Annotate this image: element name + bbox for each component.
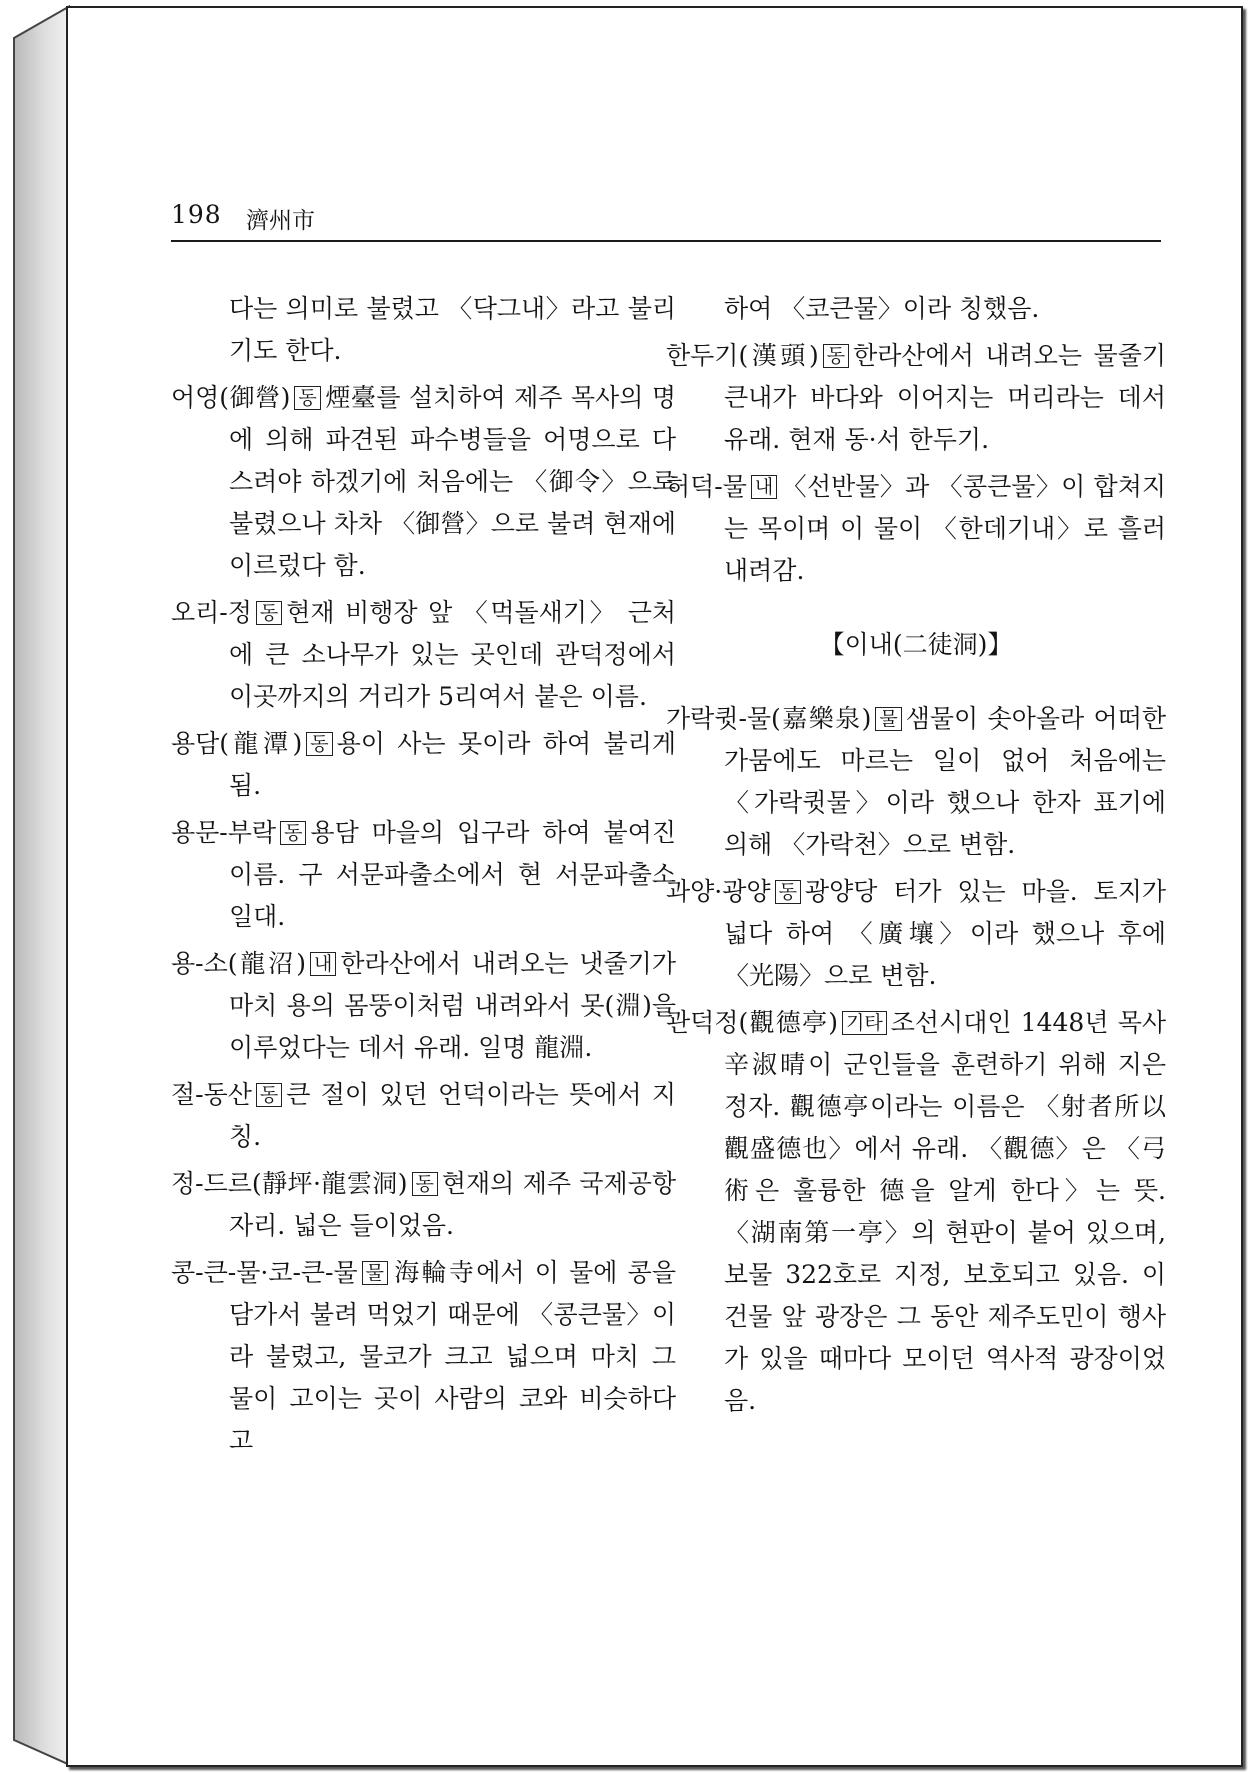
running-head: [171, 200, 1161, 242]
category-tag: 물: [362, 1261, 388, 1285]
category-tag: 내: [310, 952, 336, 976]
category-tag: 내: [751, 475, 777, 499]
entry-continued: 하여 〈코큰물〉이라 칭했음.: [724, 294, 1040, 323]
category-tag: 물: [875, 707, 901, 731]
book-side-edge: [0, 0, 70, 1773]
category-tag: 동: [256, 601, 282, 625]
category-tag: 동: [294, 386, 320, 410]
entry: 관덕정(觀德亭) 기타 조선시대인 1448년 목사 辛淑晴이 군인들을 훈련하기 위해 지은 정자. 觀德亭이라는 이름은 〈射者所以 觀盛德也〉에서 유래. 〈觀德〉은 〈弓術은 훌륭한 德을 알게 한다〉는 뜻. 〈湖南第一亭〉의 현판이 붙어 있으며, 보물 322호로 지정, 보호되고 있음. 이 건물 앞 광장은 그 동안 제주도민이 행사가 있을 때마다 모이던 역사적 광장이었음.: [666, 1008, 1166, 1415]
page-header-title: 濟州市: [246, 208, 315, 234]
right-column: [666, 288, 1166, 1427]
left-column: [171, 288, 676, 1467]
category-tag: 동: [775, 880, 801, 904]
category-tag: 동: [823, 344, 849, 368]
category-tag: 기타: [842, 1011, 887, 1035]
entry-continued: 다는 의미로 불렸고 〈닥그내〉라고 불리기도 한다.: [229, 294, 676, 365]
entry: 용문-부락 동 용담 마을의 입구라 하여 붙여진 이름. 구 서문파출소에서 현 서문파출소 일대.: [171, 818, 676, 931]
entry: 어영(御營) 동 煙臺를 설치하여 제주 목사의 명에 의해 파견된 파수병들을 어명으로 다스려야 하겠기에 처음에는 〈御令〉으로 불렸으나 차차 〈御營〉으로 불려 현재에 이르렀다 함.: [171, 383, 676, 580]
entry: 정-드르(靜坪·龍雲洞) 동 현재의 제주 국제공항 자리. 넓은 들이었음.: [171, 1169, 676, 1240]
category-tag: 동: [256, 1083, 282, 1107]
entry: 용-소(龍沼) 내 한라산에서 내려오는 냇줄기가 마치 용의 몸뚱이처럼 내려와서 못(淵)을 이루었다는 데서 유래. 일명 龍淵.: [171, 949, 676, 1062]
category-tag: 동: [306, 732, 332, 756]
entry: 용담(龍潭) 동 용이 사는 못이라 하여 불리게 됨.: [171, 729, 676, 800]
category-tag: 동: [280, 821, 306, 845]
entry: 가락큇-물(嘉樂泉) 물 샘물이 솟아올라 어떠한 가뭄에도 마르는 일이 없어 처음에는 〈가락큇물〉이라 했으나 한자 표기에 의해 〈가락천〉으로 변함.: [666, 704, 1166, 859]
category-tag: 동: [412, 1172, 438, 1196]
entry: 한두기(漢頭) 동 한라산에서 내려오는 물줄기 큰내가 바다와 이어지는 머리라는 데서 유래. 현재 동·서 한두기.: [666, 341, 1166, 454]
entry: 과양·광양 동 광양당 터가 있는 마을. 토지가 넓다 하여 〈廣壤〉이라 했으나 후에 〈光陽〉으로 변함.: [666, 877, 1166, 990]
entry: 콩-큰-물·코-큰-물 물 海輪寺에서 이 물에 콩을 담가서 불려 먹었기 때문에 〈콩큰물〉이라 불렸고, 물코가 크고 넓으며 마치 그 물이 고이는 곳이 사람의 코와 비슷하다고: [171, 1258, 676, 1455]
entry: 오리-정 동 현재 비행장 앞 〈먹돌새기〉 근처에 큰 소나무가 있는 곳인데 관덕정에서 이곳까지의 거리가 5리여서 붙은 이름.: [171, 598, 676, 711]
entry: 허덕-물 내 〈선반물〉과 〈콩큰물〉이 합쳐지는 목이며 이 물이 〈한데기내〉로 흘러 내려감.: [666, 472, 1166, 585]
page-number: 198: [171, 200, 222, 229]
section-heading: 【이내(二徒洞)】: [819, 630, 1013, 659]
entry: 절-동산 동 큰 절이 있던 언덕이라는 뜻에서 지칭.: [171, 1080, 676, 1151]
